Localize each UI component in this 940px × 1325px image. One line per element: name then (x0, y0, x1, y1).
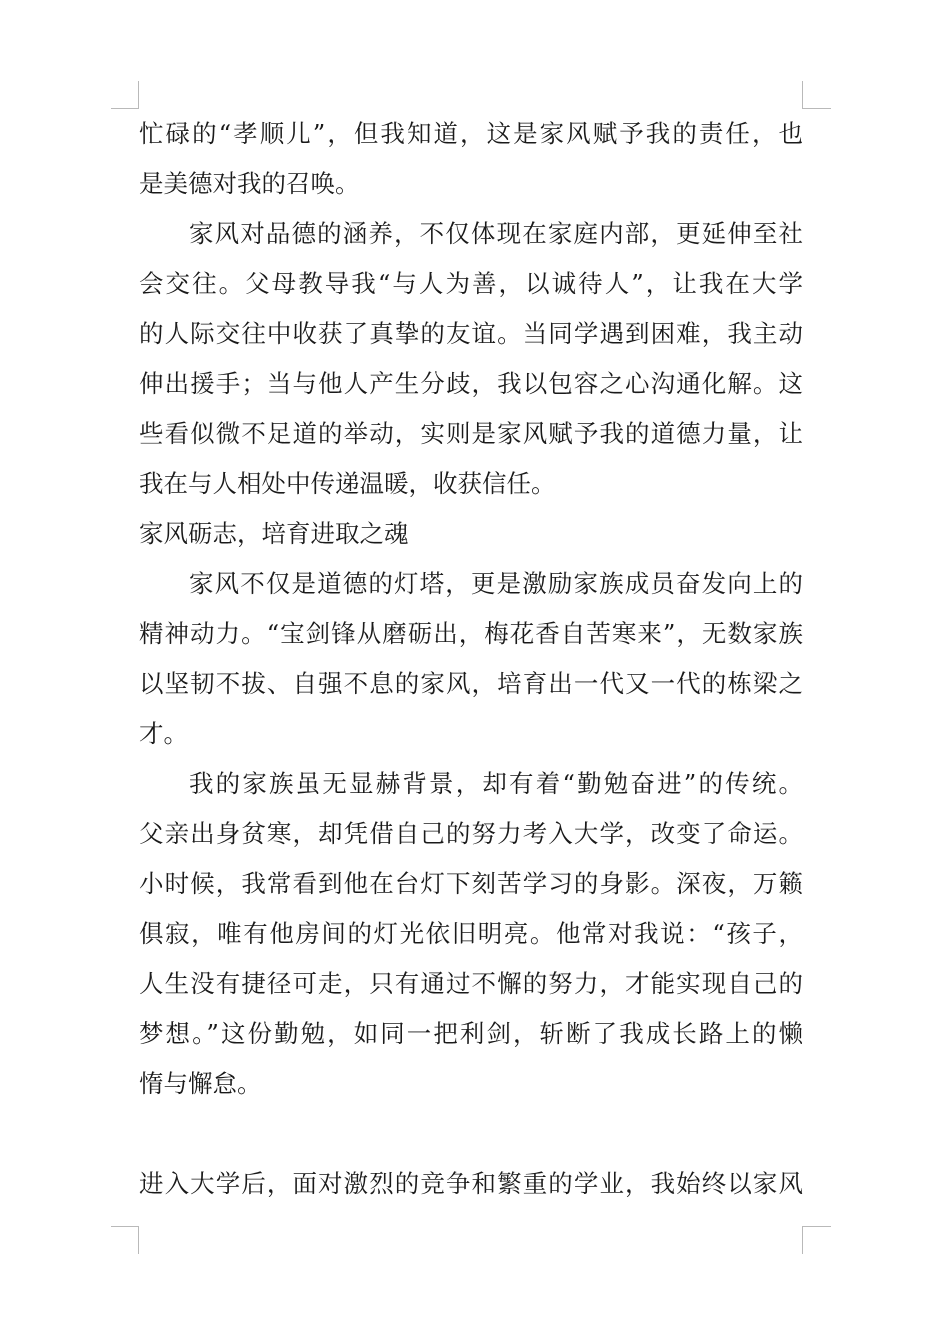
crop-mark-bottom-left-vertical (138, 1226, 139, 1254)
text-line: 是美德对我的召唤。 (139, 169, 360, 198)
blank-line (139, 1109, 803, 1159)
crop-mark-bottom-left-horizontal (111, 1226, 139, 1227)
text-line: 才。 (139, 719, 188, 748)
text-line: 惰与懈怠。 (139, 1069, 262, 1098)
text-line: 俱寂，唯有他房间的灯光依旧明亮。他常对我说：“孩子， (139, 919, 803, 948)
text-line: 会交往。父母教导我“与人为善，以诚待人”，让我在大学 (139, 269, 803, 298)
crop-mark-top-left-horizontal (111, 108, 139, 109)
text-line: 伸出援手；当与他人产生分歧，我以包容之心沟通化解。这 (139, 369, 803, 398)
text-line: 的人际交往中收获了真挚的友谊。当同学遇到困难，我主动 (139, 319, 803, 348)
crop-mark-top-left-vertical (138, 81, 139, 109)
crop-mark-top-right-horizontal (803, 108, 831, 109)
crop-mark-bottom-right-vertical (802, 1226, 803, 1254)
text-line: 家风对品德的涵养，不仅体现在家庭内部，更延伸至社 (189, 219, 803, 248)
text-line: 小时候，我常看到他在台灯下刻苦学习的身影。深夜，万籁 (139, 869, 803, 898)
text-line: 人生没有捷径可走，只有通过不懈的努力，才能实现自己的 (139, 969, 803, 998)
text-line: 精神动力。“宝剑锋从磨砺出，梅花香自苦寒来”，无数家族 (139, 619, 803, 648)
text-line: 梦想。”这份勤勉，如同一把利剑，斩断了我成长路上的懒 (139, 1019, 803, 1048)
document-body-text (139, 109, 803, 1209)
text-line: 我在与人相处中传递温暖，收获信任。 (139, 469, 556, 498)
crop-mark-top-right-vertical (802, 81, 803, 109)
text-line: 父亲出身贫寒，却凭借自己的努力考入大学，改变了命运。 (139, 819, 803, 848)
crop-mark-bottom-right-horizontal (803, 1226, 831, 1227)
text-line: 以坚韧不拔、自强不息的家风，培育出一代又一代的栋梁之 (139, 669, 803, 698)
text-line: 家风不仅是道德的灯塔，更是激励家族成员奋发向上的 (189, 569, 803, 598)
text-line: 家风砺志，培育进取之魂 (139, 519, 409, 548)
text-line: 些看似微不足道的举动，实则是家风赋予我的道德力量，让 (139, 419, 803, 448)
text-line: 我的家族虽无显赫背景，却有着“勤勉奋进”的传统。 (189, 769, 803, 798)
text-line: 忙碌的“孝顺儿”，但我知道，这是家风赋予我的责任，也 (139, 119, 803, 148)
text-line: 进入大学后，面对激烈的竞争和繁重的学业，我始终以家风 (139, 1169, 803, 1198)
